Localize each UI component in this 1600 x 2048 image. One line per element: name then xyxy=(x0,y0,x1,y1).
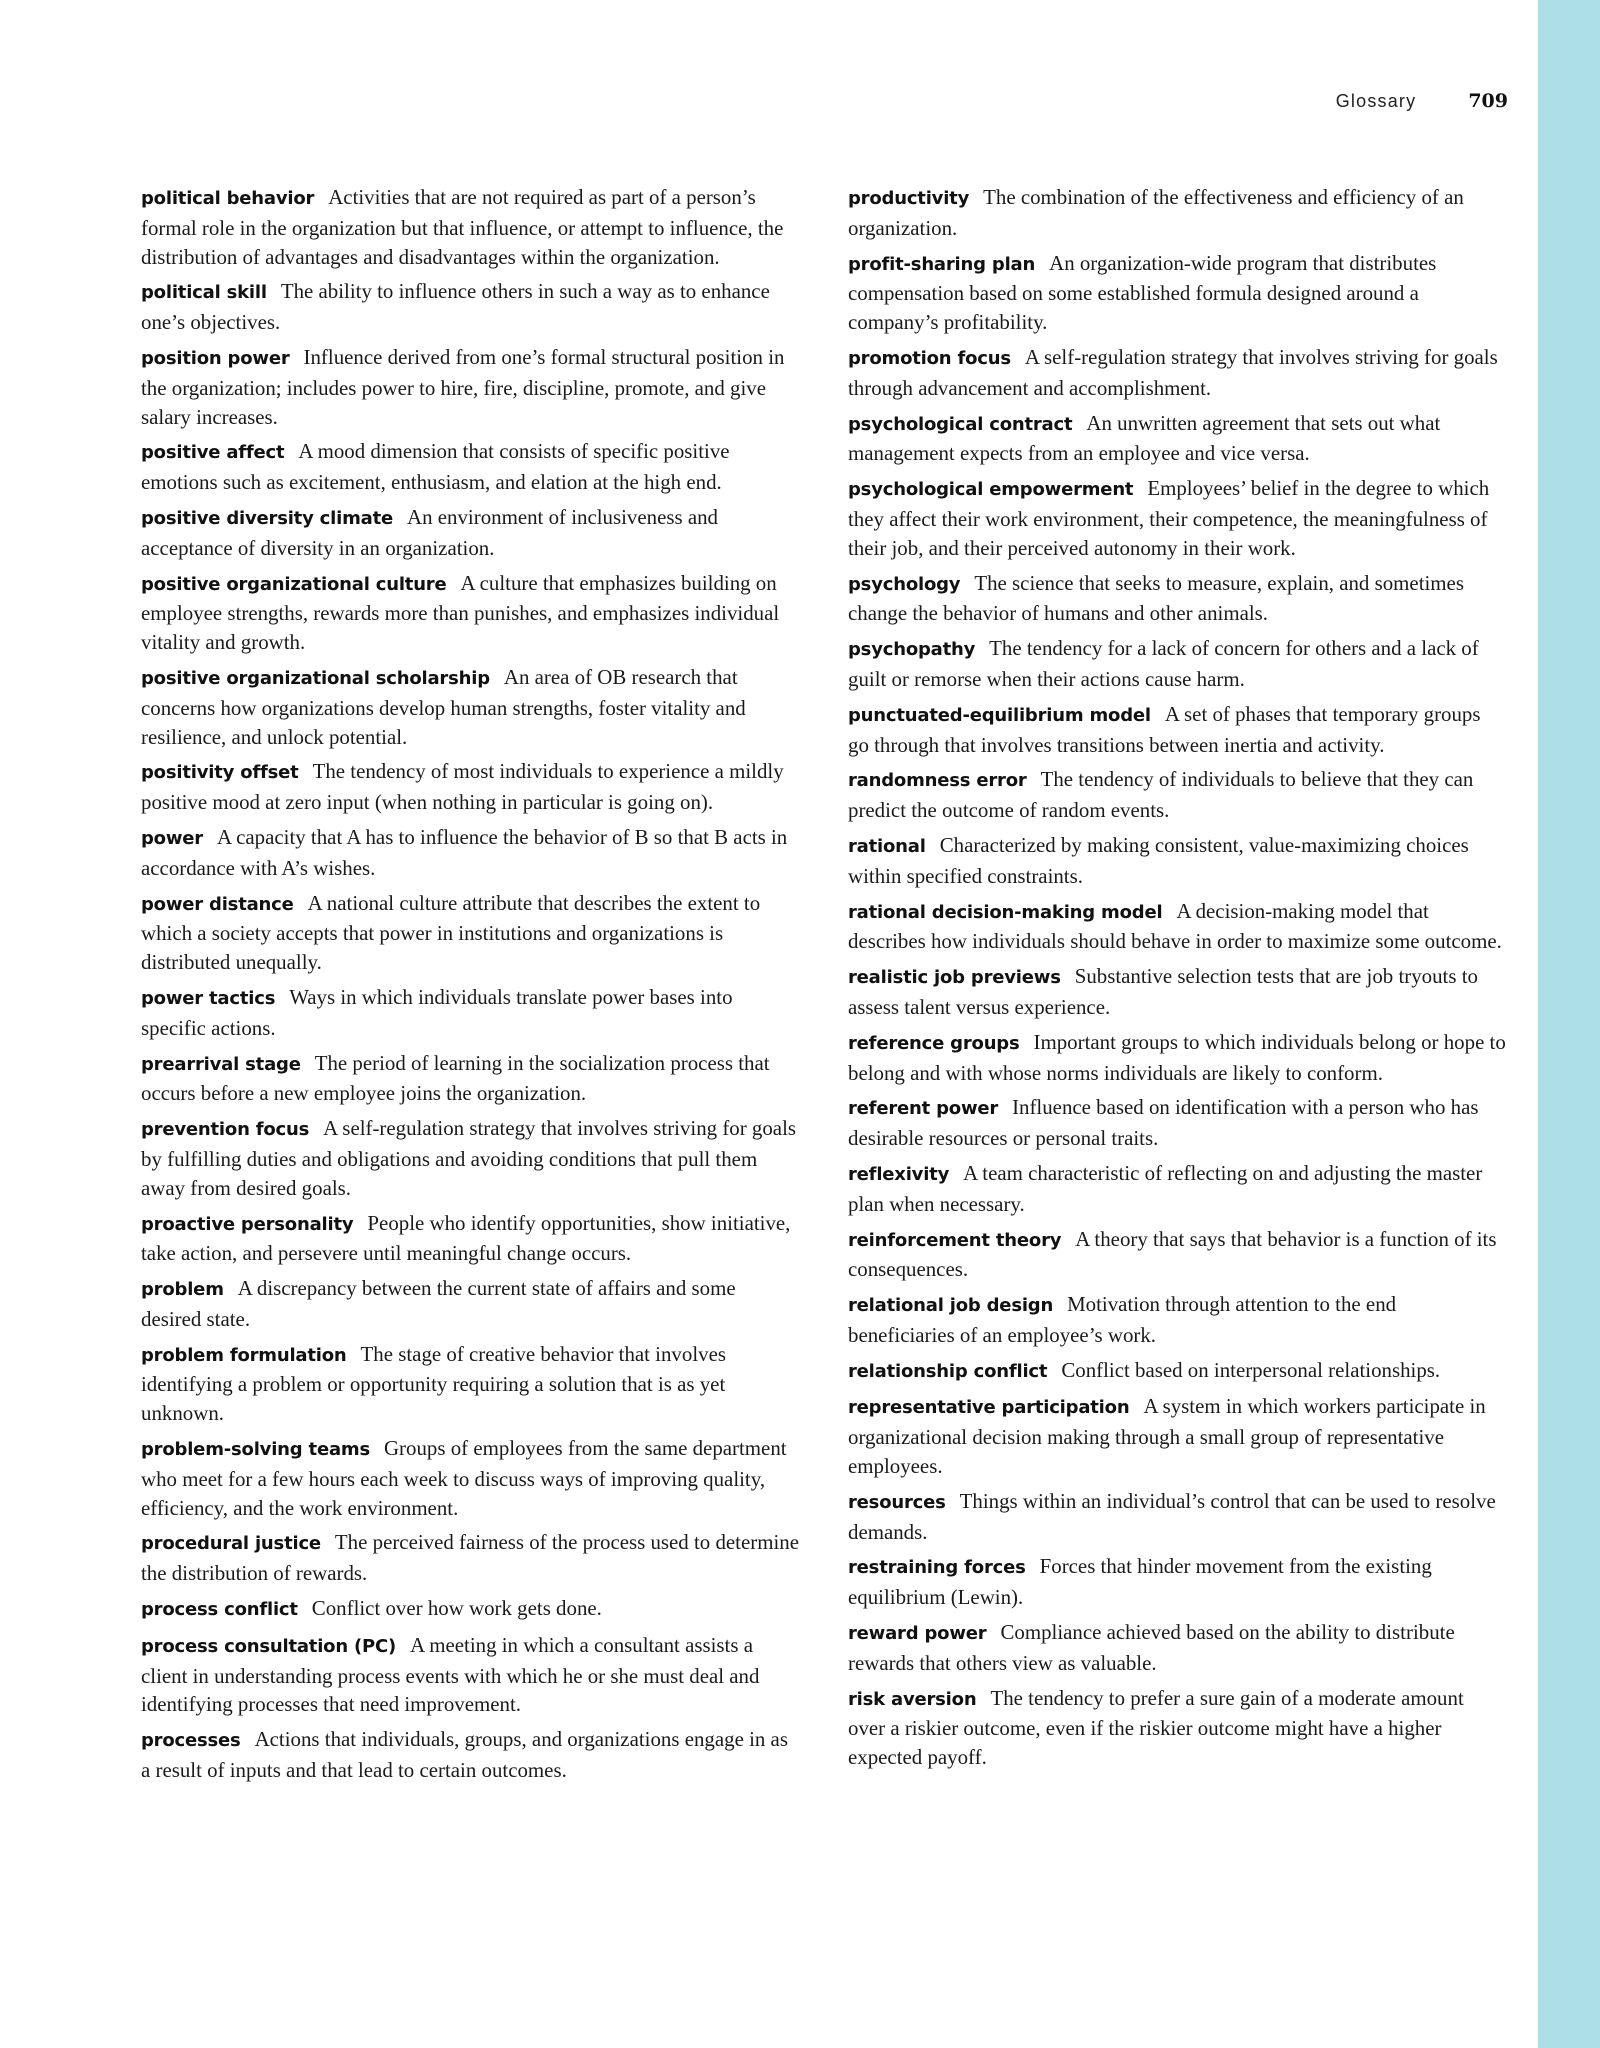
glossary-entry xyxy=(848,1552,1506,1612)
glossary-definition: A system in which workers participate in organizational decision making through a small group of representative employees. xyxy=(848,1394,1486,1479)
glossary-term: procedural justice xyxy=(141,1533,321,1555)
glossary-term: positive affect xyxy=(141,442,285,464)
glossary-term: relationship conflict xyxy=(848,1360,1048,1382)
glossary-definition: Employees’ belief in the degree to which they affect their work environment, their competence, the meaningfulness of their job, and their perceived autonomy in their work. xyxy=(848,476,1490,560)
glossary-term: risk aversion xyxy=(848,1688,977,1710)
glossary-term: realistic job previews xyxy=(848,967,1061,989)
glossary-definition: A national culture attribute that describes the extent to which a society accepts that power in institutions and organizations is distributed unequally. xyxy=(141,890,761,975)
glossary-definition: Substantive selection tests that are job tryouts to assess talent versus experience. xyxy=(848,964,1478,1019)
glossary-definition: A set of phases that temporary groups go through that involves transitions between inertia and activity. xyxy=(848,701,1481,757)
glossary-definition: The ability to influence others in such a way as to enhance one’s objectives. xyxy=(141,279,770,335)
glossary-definition: Groups of employees from the same department who meet for a few hours each week to discuss ways of improving quality, efficiency, and the work environment. xyxy=(141,1436,787,1520)
glossary-entry xyxy=(848,1159,1506,1219)
glossary-term: promotion focus xyxy=(848,347,1011,369)
glossary-entry xyxy=(848,1356,1506,1387)
glossary-term: productivity xyxy=(848,188,970,209)
glossary-definition: The stage of creative behavior that involves identifying a problem or opportunity requiring a solution that is as yet unknown. xyxy=(141,1341,726,1426)
glossary-term: process consultation (PC) xyxy=(141,1635,397,1657)
glossary-definition: Compliance achieved based on the ability to distribute rewards that others view as valuable. xyxy=(848,1620,1455,1675)
glossary-definition: A discrepancy between the current state of affairs and some desired state. xyxy=(141,1276,736,1331)
glossary-entry xyxy=(848,1684,1506,1772)
glossary-definition: Actions that individuals, groups, and organizations engage in as a result of inputs and that lead to certain outcomes. xyxy=(141,1727,788,1783)
glossary-definition: The tendency to prefer a sure gain of a moderate amount over a riskier outcome, even if the riskier outcome might have a higher expected payoff. xyxy=(848,1685,1464,1770)
glossary-entry xyxy=(848,634,1506,694)
glossary-term: representative participation xyxy=(848,1397,1130,1419)
glossary-term: positive diversity climate xyxy=(141,507,394,529)
glossary-entry xyxy=(848,249,1506,337)
glossary-entry xyxy=(141,569,799,657)
glossary-definition: Ways in which individuals translate power bases into specific actions. xyxy=(141,984,733,1040)
glossary-term: processes xyxy=(141,1730,241,1752)
glossary-entry xyxy=(141,1725,799,1785)
glossary-definition: Motivation through attention to the end beneficiaries of an employee’s work. xyxy=(848,1292,1397,1347)
glossary-term: psychology xyxy=(848,573,961,595)
glossary-term: referent power xyxy=(848,1098,999,1120)
glossary-term: rational xyxy=(848,835,926,857)
glossary-entry xyxy=(141,1631,799,1719)
glossary-definition: The combination of the effectiveness and efficiency of an organization. xyxy=(848,185,1464,240)
glossary-term: position power xyxy=(141,347,290,369)
glossary-entry xyxy=(848,1093,1506,1153)
glossary-term: proactive personality xyxy=(141,1213,354,1235)
glossary-term: rational decision-making model xyxy=(848,901,1163,923)
glossary-definition: An environment of inclusiveness and acceptance of diversity in an organization. xyxy=(141,504,718,560)
glossary-definition: Influence based on identification with a person who has desirable resources or personal traits. xyxy=(848,1095,1479,1151)
section-title: Glossary xyxy=(1335,91,1417,111)
glossary-entry xyxy=(848,1028,1506,1088)
glossary-entry xyxy=(141,1274,799,1334)
glossary-definition: Important groups to which individuals belong or hope to belong and with whose norms individuals are likely to conform. xyxy=(848,1029,1506,1085)
glossary-definition: Things within an individual’s control that can be used to resolve demands. xyxy=(848,1488,1496,1544)
glossary-entry xyxy=(848,1392,1506,1480)
glossary-entry xyxy=(848,569,1506,629)
glossary-definition: People who identify opportunities, show initiative, take action, and persevere until meaningful change occurs. xyxy=(141,1210,791,1266)
glossary-term: prevention focus xyxy=(141,1119,310,1141)
glossary-definition: Conflict over how work gets done. xyxy=(311,1596,602,1621)
glossary-column-left xyxy=(141,183,799,1791)
glossary-term: problem-solving teams xyxy=(141,1439,370,1461)
glossary-term: power tactics xyxy=(141,987,276,1009)
glossary-definition: The tendency of individuals to believe that they can predict the outcome of random events. xyxy=(848,767,1474,823)
glossary-term: profit-sharing plan xyxy=(848,253,1036,275)
glossary-term: reinforcement theory xyxy=(848,1229,1062,1251)
glossary-term: positive organizational culture xyxy=(141,573,447,595)
glossary-term: psychopathy xyxy=(848,639,976,661)
glossary-term: reward power xyxy=(848,1623,987,1645)
running-header xyxy=(1336,90,1508,114)
glossary-entry xyxy=(141,1528,799,1588)
glossary-definition: The perceived fairness of the process used to determine the distribution of rewards. xyxy=(141,1530,799,1586)
glossary-entry xyxy=(848,1618,1506,1678)
glossary-definition: The period of learning in the socialization process that occurs before a new employee joins the organization. xyxy=(141,1050,770,1106)
glossary-term: randomness error xyxy=(848,770,1027,792)
glossary-term: resources xyxy=(848,1491,946,1513)
glossary-entry xyxy=(141,757,799,817)
glossary-entry xyxy=(141,823,799,883)
glossary-definition: A mood dimension that consists of specific positive emotions such as excitement, enthusiasm, and elation at the high end. xyxy=(141,439,730,495)
glossary-term: positive organizational scholarship xyxy=(141,667,490,689)
glossary-definition: A capacity that A has to influence the behavior of B so that B acts in accordance with A’s wishes. xyxy=(141,824,788,880)
glossary-definition: An unwritten agreement that sets out what management expects from an employee and vice versa. xyxy=(848,410,1441,466)
glossary-definition: A self-regulation strategy that involves striving for goals through advancement and accomplishment. xyxy=(848,344,1498,400)
glossary-entry xyxy=(848,700,1506,760)
glossary-term: psychological contract xyxy=(848,413,1073,435)
page-edge-color-band xyxy=(1538,0,1600,2048)
glossary-term: power distance xyxy=(141,893,294,915)
glossary-term: political behavior xyxy=(141,188,315,209)
glossary-entry xyxy=(141,277,799,337)
glossary-entry xyxy=(141,663,799,751)
glossary-definition: An area of OB research that concerns how organizations develop human strengths, foster vitality and resilience, and unlock potential. xyxy=(141,664,746,749)
glossary-term: relational job design xyxy=(848,1295,1054,1317)
glossary-entry xyxy=(848,962,1506,1022)
glossary-definition: Influence derived from one’s formal structural position in the organization; includes power to hire, fire, discipline, promote, and give salary increases. xyxy=(141,344,785,429)
glossary-column-right xyxy=(848,183,1506,1778)
glossary-term: positivity offset xyxy=(141,762,299,784)
glossary-term: prearrival stage xyxy=(141,1053,301,1075)
glossary-definition: A decision-making model that describes how individuals should behave in order to maximize some outcome. xyxy=(848,898,1502,954)
glossary-definition: Characterized by making consistent, value-maximizing choices within specified constraints. xyxy=(848,832,1469,888)
glossary-entry xyxy=(141,437,799,497)
glossary-entry xyxy=(848,897,1506,957)
glossary-definition: The tendency for a lack of concern for others and a lack of guilt or remorse when their actions cause harm. xyxy=(848,636,1479,691)
glossary-entry xyxy=(141,343,799,431)
glossary-term: reference groups xyxy=(848,1032,1020,1054)
glossary-entry xyxy=(848,1487,1506,1547)
glossary-entry xyxy=(141,1340,799,1428)
glossary-entry xyxy=(848,183,1506,243)
glossary-term: punctuated-equilibrium model xyxy=(848,704,1151,726)
glossary-definition: Forces that hinder movement from the existing equilibrium (Lewin). xyxy=(848,1554,1432,1610)
glossary-entry xyxy=(848,409,1506,469)
glossary-definition: A self-regulation strategy that involves striving for goals by fulfilling duties and obligations and avoiding conditions that pull them away from desired goals. xyxy=(141,1116,797,1200)
glossary-entry xyxy=(848,1290,1506,1350)
glossary-entry xyxy=(141,1114,799,1202)
glossary-definition: A team characteristic of reflecting on and adjusting the master plan when necessary. xyxy=(848,1160,1483,1216)
glossary-term: power xyxy=(141,827,203,849)
glossary-entry xyxy=(141,1434,799,1522)
glossary-term: process conflict xyxy=(141,1599,298,1621)
glossary-entry xyxy=(141,503,799,563)
glossary-entry xyxy=(141,889,799,977)
glossary-entry xyxy=(141,1594,799,1625)
glossary-entry xyxy=(848,474,1506,562)
glossary-definition: A theory that says that behavior is a function of its consequences. xyxy=(848,1226,1497,1282)
glossary-definition: The science that seeks to measure, explain, and sometimes change the behavior of humans and other animals. xyxy=(848,570,1464,626)
glossary-entry xyxy=(848,831,1506,891)
glossary-entry xyxy=(848,765,1506,825)
page-number: 709 xyxy=(1468,90,1508,112)
glossary-definition: A culture that emphasizes building on employee strengths, rewards more than punishes, and emphasizes individual vitality and growth. xyxy=(141,570,780,655)
glossary-entry xyxy=(141,1209,799,1269)
glossary-term: problem xyxy=(141,1279,224,1301)
glossary-entry xyxy=(141,183,799,271)
glossary-entry xyxy=(141,1049,799,1109)
glossary-definition: Activities that are not required as part of a person’s formal role in the organization but that influence, or attempt to influence, the distribution of advantages and disadvantages within the organization. xyxy=(141,185,784,269)
glossary-entry xyxy=(141,983,799,1043)
glossary-definition: Conflict based on interpersonal relationships. xyxy=(1061,1357,1441,1382)
glossary-definition: The tendency of most individuals to experience a mildly positive mood at zero input (when nothing in particular is going on). xyxy=(141,759,784,815)
glossary-term: problem formulation xyxy=(141,1344,347,1366)
glossary-definition: A meeting in which a consultant assists a client in understanding process events with which he or she must deal and identifying processes that need improvement. xyxy=(141,1632,760,1717)
glossary-entry xyxy=(848,1225,1506,1285)
glossary-term: restraining forces xyxy=(848,1557,1026,1579)
glossary-definition: An organization-wide program that distributes compensation based on some established formula designed around a company’s profitability. xyxy=(848,250,1437,335)
glossary-entry xyxy=(848,343,1506,403)
glossary-term: reflexivity xyxy=(848,1163,950,1185)
glossary-term: psychological empowerment xyxy=(848,479,1134,501)
glossary-term: political skill xyxy=(141,282,267,304)
